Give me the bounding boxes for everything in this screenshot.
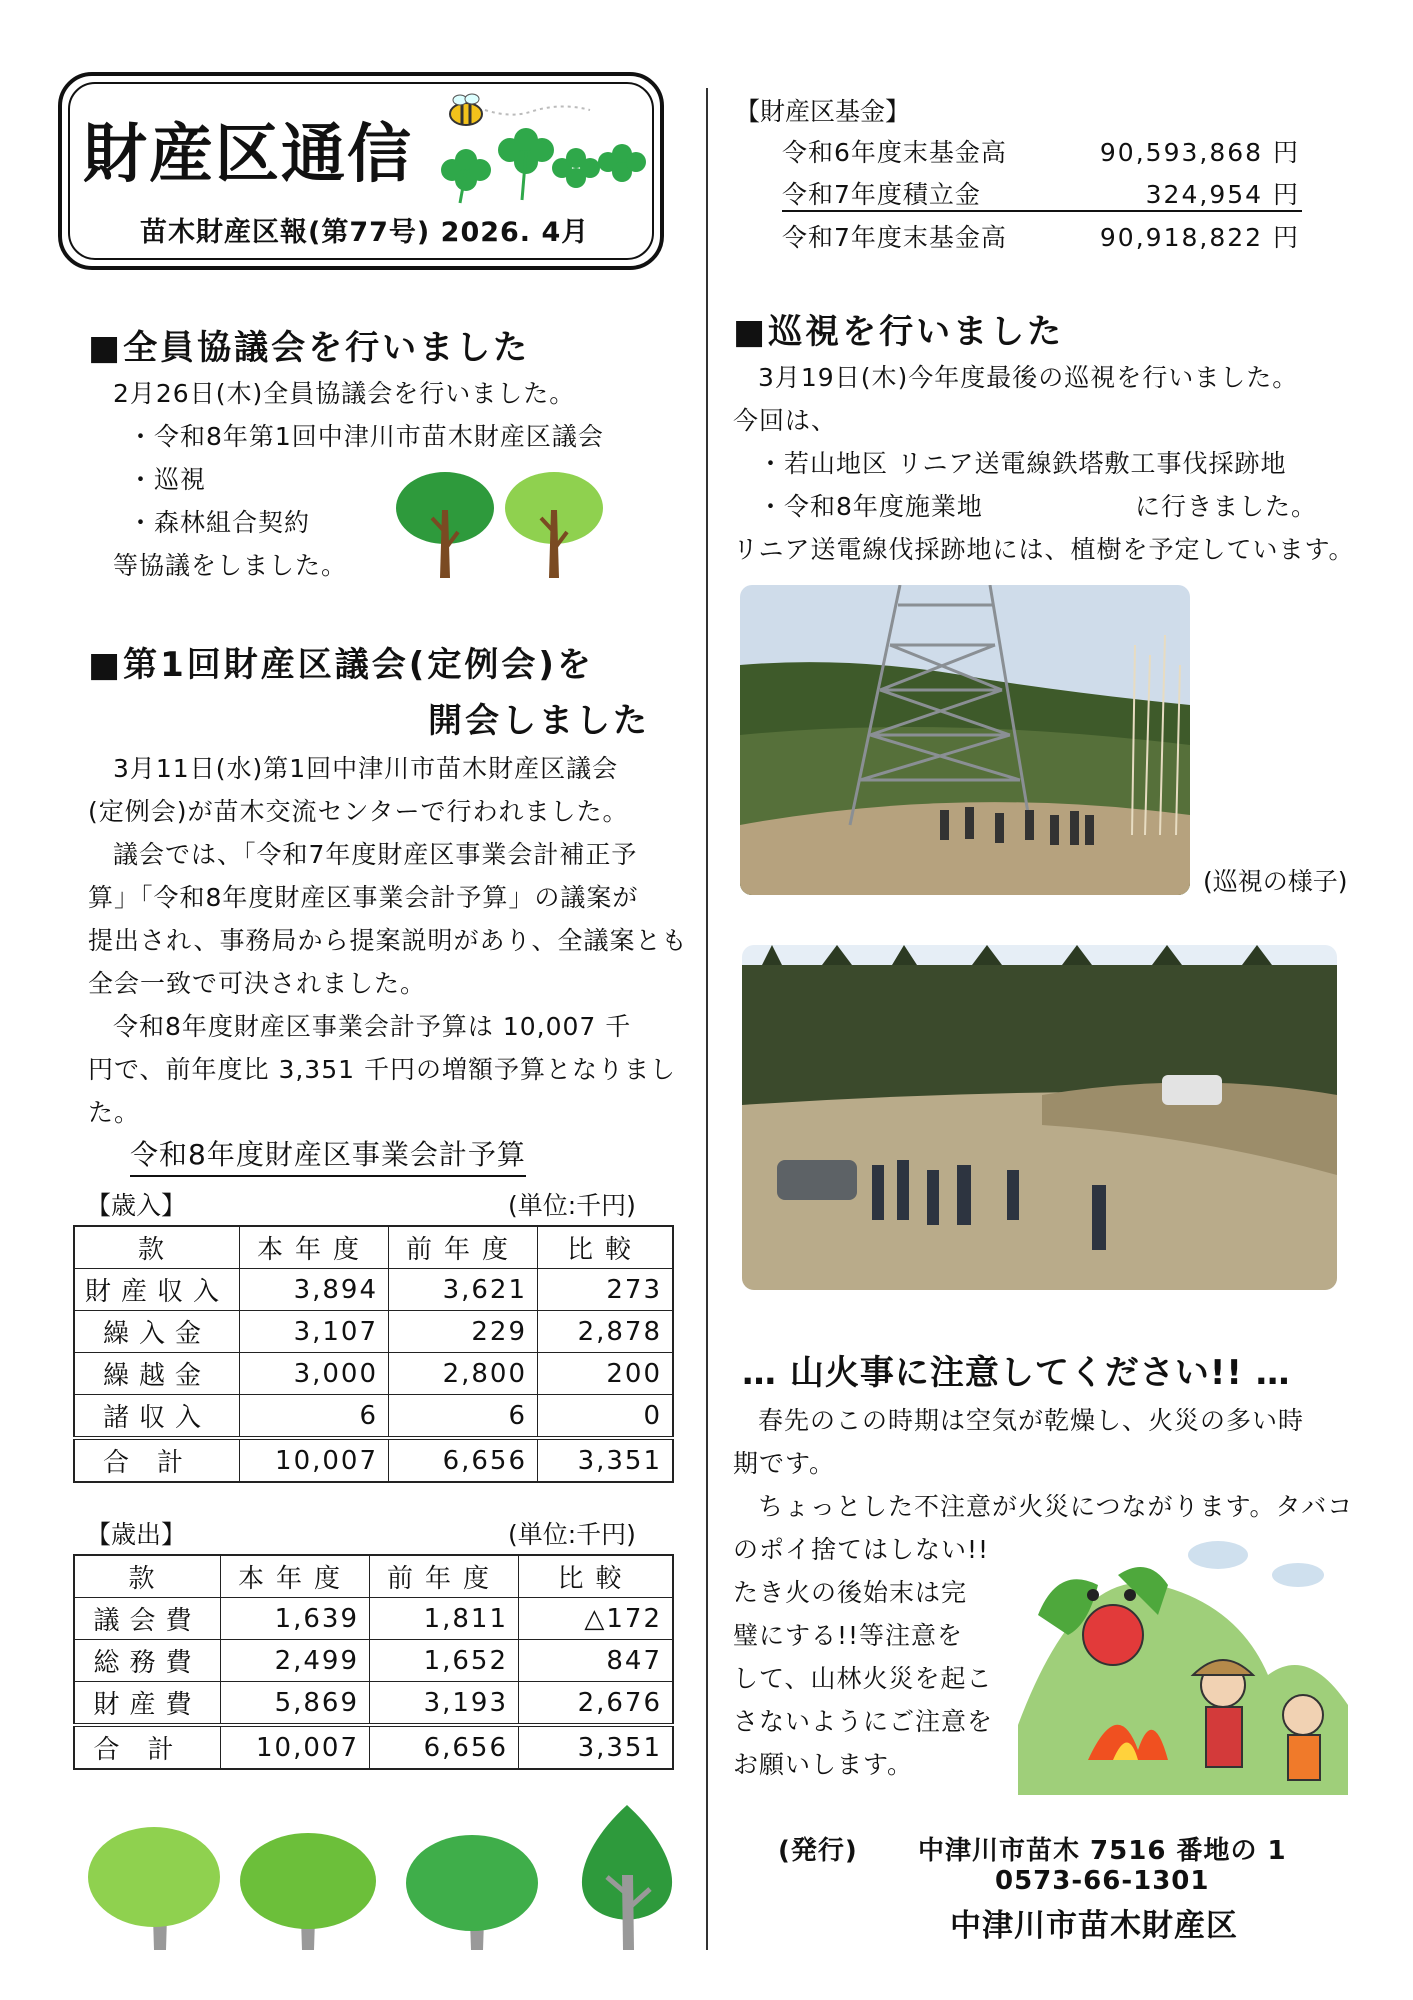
- tree-icon: [396, 472, 494, 578]
- table-cell: 6: [240, 1395, 389, 1439]
- table-cell: 繰入金: [74, 1311, 240, 1353]
- table-cell: 5,869: [221, 1682, 370, 1726]
- section-heading-assembly: ■第1回財産区議会(定例会)を: [88, 645, 594, 685]
- clover-icon: [441, 128, 646, 203]
- assembly-line: 議会では、「令和7年度財産区事業会計補正予: [113, 840, 638, 869]
- council-line: ・森林組合契約: [128, 508, 311, 537]
- table-header: 前年度: [370, 1555, 519, 1598]
- patrol-photo-pylon: [740, 585, 1190, 895]
- issuer-org: 中津川市苗木財産区: [950, 1908, 1238, 1944]
- tree-icon: [240, 1833, 376, 1950]
- table-row: [74, 1640, 673, 1682]
- fire-line: ちょっとした不注意が火災につながります。タバコ: [758, 1492, 1354, 1521]
- table-cell: 財産収入: [74, 1269, 240, 1311]
- fire-line: お願いします。: [733, 1750, 914, 1779]
- fund-row-value: 90,593,868 円: [1099, 138, 1300, 167]
- table-row: [74, 1269, 673, 1311]
- table-cell: 議会費: [74, 1598, 221, 1640]
- assembly-line: 全会一致で可決されました。: [88, 969, 427, 998]
- issuer-phone: 0573-66-1301: [995, 1866, 1210, 1896]
- fund-row-name: 令和7年度末基金高: [782, 223, 1007, 252]
- fund-row-value: 90,918,822 円: [1099, 223, 1300, 252]
- table-cell: 200: [538, 1353, 673, 1395]
- table-cell: 1,652: [370, 1640, 519, 1682]
- expenditure-label: 【歳出】: [86, 1520, 187, 1549]
- assembly-line: 提出され、事務局から提案説明があり、全議案とも: [88, 926, 688, 955]
- table-header: 比較: [519, 1555, 674, 1598]
- fire-line: のポイ捨てはしない!!: [733, 1535, 990, 1564]
- table-cell: 6: [389, 1395, 538, 1439]
- fire-line: たき火の後始末は完: [733, 1578, 968, 1607]
- patrol-line: ・令和8年度施業地: [758, 492, 983, 521]
- table-cell: 273: [538, 1269, 673, 1311]
- assembly-line: 算」「令和8年度財産区事業会計予算」の議案が: [88, 883, 639, 912]
- table-cell: 1,811: [370, 1598, 519, 1640]
- patrol-line: 3月19日(木)今年度最後の巡視を行いました。: [758, 363, 1299, 392]
- table-cell: 2,499: [221, 1640, 370, 1682]
- patrol-line: 今回は、: [733, 406, 838, 435]
- bee-icon: [450, 94, 482, 125]
- bottom-trees-illustration: [82, 1795, 682, 1955]
- table-cell: 3,107: [240, 1311, 389, 1353]
- table-cell: 繰越金: [74, 1353, 240, 1395]
- table-cell: 財産費: [74, 1682, 221, 1726]
- table-cell: 総務費: [74, 1640, 221, 1682]
- table-cell: 1,639: [221, 1598, 370, 1640]
- fund-label: 【財産区基金】: [735, 97, 911, 126]
- tree-icon: [88, 1827, 220, 1950]
- table-row: [74, 1353, 673, 1395]
- table-cell: 諸収入: [74, 1395, 240, 1439]
- fire-line: 春先のこの時期は空気が乾燥し、火災の多い時: [758, 1406, 1305, 1435]
- fire-line: さないようにご注意を: [733, 1707, 994, 1736]
- table-row: [74, 1395, 673, 1439]
- table-cell: △172: [519, 1598, 674, 1640]
- table-header: 本年度: [240, 1226, 389, 1269]
- issuer-label: (発行): [778, 1836, 858, 1866]
- council-line: 等協議をしました。: [113, 551, 348, 580]
- table-cell: 2,676: [519, 1682, 674, 1726]
- table-header: 款: [74, 1555, 221, 1598]
- table-cell: 2,800: [389, 1353, 538, 1395]
- table-cell: 合計: [74, 1438, 240, 1482]
- fund-row-name: 令和6年度末基金高: [782, 138, 1007, 167]
- tree-icon: [505, 472, 603, 578]
- table-header: 款: [74, 1226, 240, 1269]
- section-heading-assembly-cont: 開会しました: [428, 701, 650, 741]
- table-cell: 3,894: [240, 1269, 389, 1311]
- table-total-row: [74, 1438, 673, 1482]
- table-row: [74, 1598, 673, 1640]
- table-cell: 229: [389, 1311, 538, 1353]
- bee-clover-illustration: [430, 88, 650, 208]
- red-nose-icon: [1083, 1605, 1143, 1665]
- table-cell: 6,656: [370, 1725, 519, 1769]
- newsletter-issue: 苗木財産区報(第77号) 2026. 4月: [140, 217, 590, 248]
- revenue-table: [73, 1225, 674, 1483]
- budget-title: 令和8年度財産区事業会計予算: [130, 1133, 526, 1177]
- assembly-line: 3月11日(水)第1回中津川市苗木財産区議会: [113, 754, 619, 783]
- assembly-line: (定例会)が苗木交流センターで行われました。: [88, 797, 629, 826]
- patrol-line: ・若山地区 リニア送電線鉄塔敷工事伐採跡地: [758, 449, 1287, 478]
- table-header: 比較: [538, 1226, 673, 1269]
- fund-sum-line: [782, 210, 1302, 212]
- section-heading-council: ■全員協議会を行いました: [88, 328, 531, 368]
- council-line: 2月26日(木)全員協議会を行いました。: [113, 379, 576, 408]
- patrol-line: リニア送電線伐採跡地には、植樹を予定しています。: [733, 535, 1355, 564]
- patrol-photo-site: [742, 945, 1337, 1290]
- column-divider: [706, 88, 708, 1950]
- table-header: 前年度: [389, 1226, 538, 1269]
- revenue-label: 【歳入】: [86, 1191, 187, 1220]
- table-cell: 6,656: [389, 1438, 538, 1482]
- assembly-line: た。: [88, 1098, 141, 1127]
- expenditure-table: [73, 1554, 674, 1770]
- council-line: ・巡視: [128, 465, 207, 494]
- section-heading-patrol: ■巡視を行いました: [733, 312, 1065, 352]
- photo-caption: (巡視の様子): [1203, 867, 1348, 896]
- unit-label: (単位:千円): [508, 1520, 636, 1549]
- person-icon: [1283, 1695, 1323, 1735]
- table-cell: 3,193: [370, 1682, 519, 1726]
- tree-icon: [582, 1805, 672, 1950]
- forest-fire-illustration: [1018, 1525, 1348, 1795]
- table-row: [74, 1311, 673, 1353]
- table-cell: 2,878: [538, 1311, 673, 1353]
- table-cell: 0: [538, 1395, 673, 1439]
- fire-warning-heading: … 山火事に注意してください!! …: [742, 1353, 1291, 1393]
- table-cell: 3,351: [519, 1725, 674, 1769]
- table-cell: 3,621: [389, 1269, 538, 1311]
- tree-icon: [406, 1835, 538, 1950]
- issuer-address: 中津川市苗木 7516 番地の 1: [918, 1836, 1287, 1866]
- table-cell: 合計: [74, 1725, 221, 1769]
- fire-line: 期です。: [733, 1449, 836, 1478]
- fire-line: 璧にする!!等注意を: [733, 1621, 964, 1650]
- council-line: ・令和8年第1回中津川市苗木財産区議会: [128, 422, 604, 451]
- fund-row-name: 令和7年度積立金: [782, 180, 981, 209]
- table-row: [74, 1682, 673, 1726]
- table-cell: 847: [519, 1640, 674, 1682]
- table-cell: 3,351: [538, 1438, 673, 1482]
- fire-line: して、山林火災を起こ: [733, 1664, 993, 1693]
- round-trees-illustration: [392, 470, 624, 580]
- unit-label: (単位:千円): [508, 1191, 636, 1220]
- table-total-row: [74, 1725, 673, 1769]
- table-cell: 10,007: [240, 1438, 389, 1482]
- fund-row-value: 324,954 円: [1145, 180, 1300, 209]
- table-header: 本年度: [221, 1555, 370, 1598]
- newsletter-title: 財産区通信: [83, 117, 413, 192]
- table-cell: 10,007: [221, 1725, 370, 1769]
- table-cell: 3,000: [240, 1353, 389, 1395]
- assembly-line: 令和8年度財産区事業会計予算は 10,007 千: [113, 1012, 632, 1041]
- assembly-line: 円で、前年度比 3,351 千円の増額予算となりまし: [88, 1055, 676, 1084]
- patrol-line: に行きました。: [1135, 492, 1318, 521]
